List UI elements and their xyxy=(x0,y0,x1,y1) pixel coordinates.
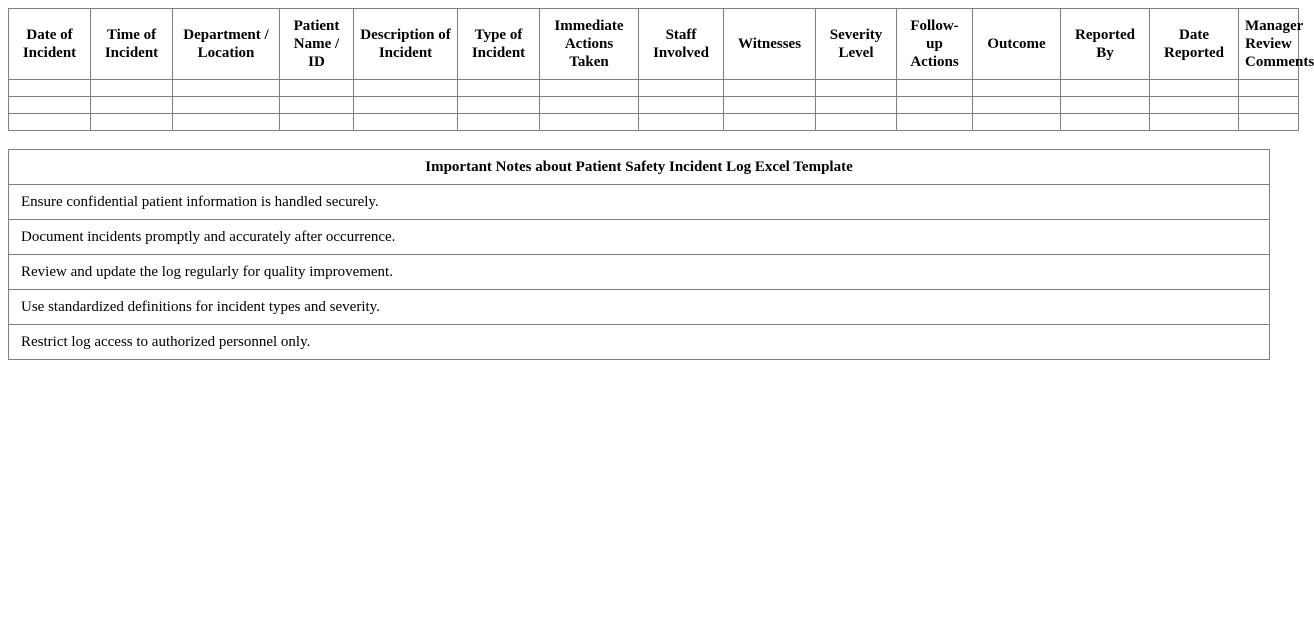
header-department-location[interactable]: Department / Location xyxy=(173,9,280,80)
table-cell[interactable] xyxy=(639,114,724,131)
list-item xyxy=(9,255,1270,290)
table-cell[interactable] xyxy=(173,114,280,131)
table-cell[interactable] xyxy=(1239,97,1299,114)
important-notes-table xyxy=(8,149,1270,360)
table-cell[interactable] xyxy=(897,80,973,97)
header-follow-up-actions[interactable]: Follow-up Actions xyxy=(897,9,973,80)
incident-log-table-wrapper xyxy=(8,8,1314,131)
table-cell[interactable] xyxy=(280,114,354,131)
table-cell[interactable] xyxy=(458,80,540,97)
table-cell[interactable] xyxy=(639,80,724,97)
header-time-of-incident[interactable]: Time of Incident xyxy=(91,9,173,80)
table-cell[interactable] xyxy=(1061,114,1150,131)
table-cell[interactable] xyxy=(540,97,639,114)
table-cell[interactable] xyxy=(816,114,897,131)
table-row xyxy=(9,80,1299,97)
table-cell[interactable] xyxy=(91,114,173,131)
note-item: Document incidents promptly and accurately after occurrence. xyxy=(9,220,1270,255)
table-cell[interactable] xyxy=(458,114,540,131)
table-cell[interactable] xyxy=(897,97,973,114)
table-cell[interactable] xyxy=(816,80,897,97)
list-item xyxy=(9,185,1270,220)
header-date-of-incident[interactable]: Date of Incident xyxy=(9,9,91,80)
incident-log-table xyxy=(8,8,1314,131)
table-cell[interactable] xyxy=(540,114,639,131)
table-cell[interactable] xyxy=(1061,80,1150,97)
header-patient-name-id[interactable]: Patient Name / ID xyxy=(280,9,354,80)
table-cell[interactable] xyxy=(280,97,354,114)
header-outcome[interactable]: Outcome xyxy=(973,9,1061,80)
table-cell[interactable] xyxy=(816,97,897,114)
note-item: Ensure confidential patient information is handled securely. xyxy=(9,185,1270,220)
note-item: Use standardized definitions for incident types and severity. xyxy=(9,290,1270,325)
table-cell[interactable] xyxy=(9,114,91,131)
table-cell[interactable] xyxy=(1239,114,1299,131)
table-cell[interactable] xyxy=(1150,114,1239,131)
table-cell[interactable] xyxy=(639,97,724,114)
header-witnesses[interactable]: Witnesses xyxy=(724,9,816,80)
table-cell[interactable] xyxy=(724,97,816,114)
header-reported-by[interactable]: Reported By xyxy=(1061,9,1150,80)
table-cell[interactable] xyxy=(973,80,1061,97)
header-date-reported[interactable]: Date Reported xyxy=(1150,9,1239,80)
notes-header-row xyxy=(9,150,1270,185)
table-cell[interactable] xyxy=(354,114,458,131)
table-row xyxy=(9,97,1299,114)
table-cell[interactable] xyxy=(458,97,540,114)
note-item: Restrict log access to authorized personnel only. xyxy=(9,325,1270,360)
table-cell[interactable] xyxy=(1239,80,1299,97)
table-row xyxy=(9,114,1299,131)
notes-title: Important Notes about Patient Safety Incident Log Excel Template xyxy=(9,150,1270,185)
table-cell[interactable] xyxy=(91,80,173,97)
note-item: Review and update the log regularly for quality improvement. xyxy=(9,255,1270,290)
table-cell[interactable] xyxy=(1150,97,1239,114)
header-row xyxy=(9,9,1299,80)
header-type-of-incident[interactable]: Type of Incident xyxy=(458,9,540,80)
table-cell[interactable] xyxy=(724,80,816,97)
table-cell[interactable] xyxy=(173,97,280,114)
list-item xyxy=(9,220,1270,255)
table-cell[interactable] xyxy=(91,97,173,114)
table-cell[interactable] xyxy=(354,97,458,114)
table-cell[interactable] xyxy=(1061,97,1150,114)
table-cell[interactable] xyxy=(354,80,458,97)
table-cell[interactable] xyxy=(973,97,1061,114)
table-cell[interactable] xyxy=(173,80,280,97)
list-item xyxy=(9,325,1270,360)
header-staff-involved[interactable]: Staff Involved xyxy=(639,9,724,80)
table-cell[interactable] xyxy=(540,80,639,97)
table-cell[interactable] xyxy=(1150,80,1239,97)
table-cell[interactable] xyxy=(897,114,973,131)
table-cell[interactable] xyxy=(9,97,91,114)
header-description-of-incident[interactable]: Description of Incident xyxy=(354,9,458,80)
table-cell[interactable] xyxy=(724,114,816,131)
header-immediate-actions-taken[interactable]: Immediate Actions Taken xyxy=(540,9,639,80)
table-cell[interactable] xyxy=(280,80,354,97)
list-item xyxy=(9,290,1270,325)
table-cell[interactable] xyxy=(973,114,1061,131)
table-cell[interactable] xyxy=(9,80,91,97)
header-manager-review-comments[interactable]: Manager Review Comments xyxy=(1239,9,1299,80)
header-severity-level[interactable]: Severity Level xyxy=(816,9,897,80)
